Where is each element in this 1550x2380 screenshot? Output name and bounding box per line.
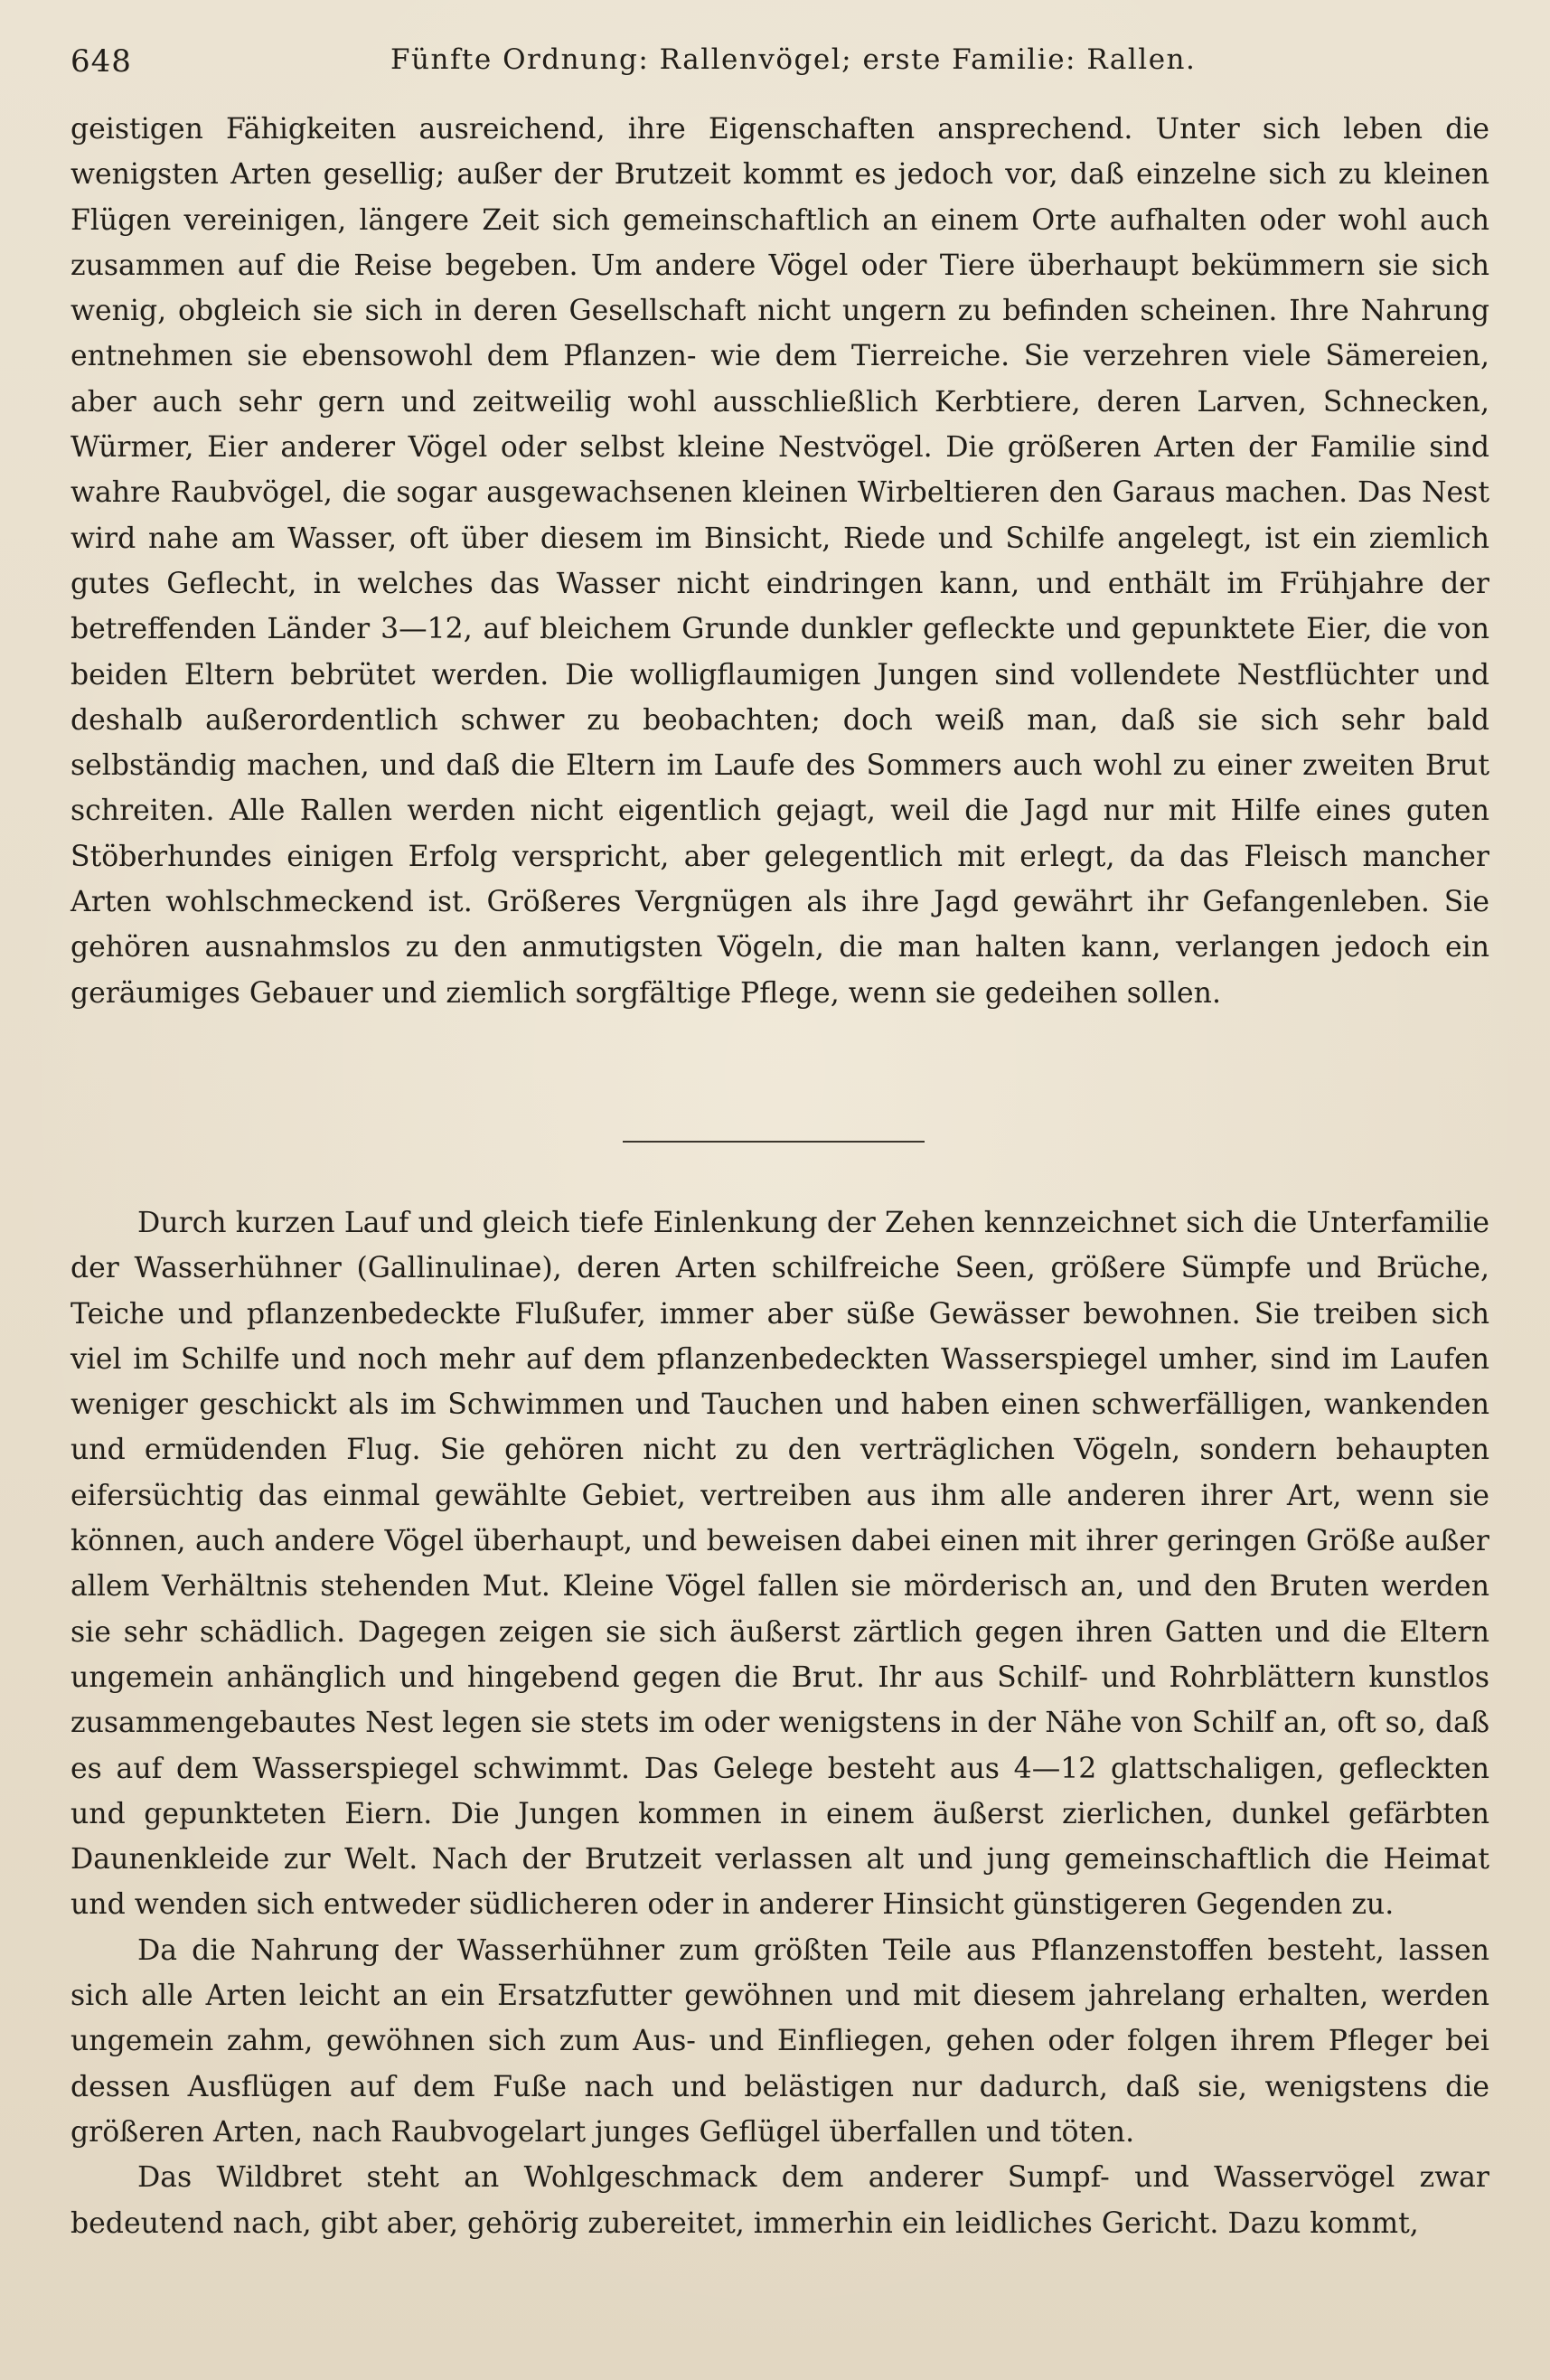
page-number: 648 xyxy=(70,43,132,80)
section-divider xyxy=(623,1141,925,1143)
running-head: Fünfte Ordnung: Rallenvögel; erste Familie: Rallen. xyxy=(390,43,1197,76)
paragraph: Da die Nahrung der Wasserhühner zum größten Teile aus Pflanzenstoffen besteht, lassen sich alle Arten leicht an ein Ersatzfutter gewöhnen und mit diesem jahrelang erhalten, werden ungemein zahm, gewöhnen sich zum Aus- und Einfliegen, gehen oder folgen ihrem Pfleger bei dessen Ausflügen auf dem Fuße nach und belästigen nur dadurch, daß sie, wenigstens die größeren Arten, nach Raubvogelart junges Geflügel überfallen und töten. xyxy=(70,1933,1489,2149)
page-header xyxy=(70,36,1480,94)
paragraph: geistigen Fähigkeiten ausreichend, ihre Eigenschaften ansprechend. Unter sich leben die wenigsten Arten gesellig; außer der Brutzeit kommt es jedoch vor, daß einzelne sich zu kleinen Flügen vereinigen, längere Zeit sich gemeinschaftlich an einem Orte aufhalten oder wohl auch zusammen auf die Reise begeben. Um andere Vögel oder Tiere überhaupt bekümmern sie sich wenig, obgleich sie sich in deren Gesellschaft nicht ungern zu befinden scheinen. Ihre Nahrung entnehmen sie ebensowohl dem Pflanzen- wie dem Tierreiche. Sie verzehren viele Sämereien, aber auch sehr gern und zeitweilig wohl ausschließlich Kerbtiere, deren Larven, Schnecken, Würmer, Eier anderer Vögel oder selbst kleine Nestvögel. Die größeren Arten der Familie sind wahre Raubvögel, die sogar ausgewachsenen kleinen Wirbeltieren den Garaus machen. Das Nest wird nahe am Wasser, oft über diesem im Binsicht, Riede und Schilfe angelegt, ist ein ziemlich gutes Geflecht, in welches das Wasser nicht eindringen kann, und enthält im Frühjahre der betreffenden Länder 3—12, auf bleichem Grunde dunkler gefleckte und gepunktete Eier, die von beiden Eltern bebrütet werden. Die wolligflaumigen Jungen sind vollendete Nestflüchter und deshalb außerordentlich schwer zu beobachten; doch weiß man, daß sie sich sehr bald selbständig machen, und daß die Eltern im Laufe des Sommers auch wohl zu einer zweiten Brut schreiten. Alle Rallen werden nicht eigentlich gejagt, weil die Jagd nur mit Hilfe eines guten Stöberhundes einigen Erfolg verspricht, aber gelegentlich mit erlegt, da das Fleisch mancher Arten wohlschmeckend ist. Größeres Vergnügen als ihre Jagd gewährt ihr Gefangenleben. Sie gehören ausnahmslos zu den anmutigsten Vögeln, die man halten kann, verlangen jedoch ein geräumiges Gebauer und ziemlich sorgfältige Pflege, wenn sie gedeihen sollen. xyxy=(70,113,1489,1010)
text-block-wasserhuehner xyxy=(70,1200,1489,2246)
text-block-rallen xyxy=(70,107,1489,1016)
paragraph: Das Wildbret steht an Wohlgeschmack dem anderer Sumpf- und Wasservögel zwar bedeutend nach, gibt aber, gehörig zubereitet, immerhin ein leidliches Gericht. Dazu kommt, xyxy=(70,2161,1489,2240)
paragraph: Durch kurzen Lauf und gleich tiefe Einlenkung der Zehen kennzeichnet sich die Unterfamilie der Wasserhühner (Gallinulinae), deren Arten schilfreiche Seen, größere Sümpfe und Brüche, Teiche und pflanzenbedeckte Flußufer, immer aber süße Gewässer bewohnen. Sie treiben sich viel im Schilfe und noch mehr auf dem pflanzenbedeckten Wasserspiegel umher, sind im Laufen weniger geschickt als im Schwimmen und Tauchen und haben einen schwerfälligen, wankenden und ermüdenden Flug. Sie gehören nicht zu den verträglichen Vögeln, sondern behaupten eifersüchtig das einmal gewählte Gebiet, vertreiben aus ihm alle anderen ihrer Art, wenn sie können, auch andere Vögel überhaupt, und beweisen dabei einen mit ihrer geringen Größe außer allem Verhältnis stehenden Mut. Kleine Vögel fallen sie mörderisch an, und den Bruten werden sie sehr schädlich. Dagegen zeigen sie sich äußerst zärtlich gegen ihren Gatten und die Eltern ungemein anhänglich und hingebend gegen die Brut. Ihr aus Schilf- und Rohrblättern kunstlos zusammengebautes Nest legen sie stets im oder wenigstens in der Nähe von Schilf an, oft so, daß es auf dem Wasserspiegel schwimmt. Das Gelege besteht aus 4—12 glattschaligen, gefleckten und gepunkteten Eiern. Die Jungen kommen in einem äußerst zierlichen, dunkel gefärbten Daunenkleide zur Welt. Nach der Brutzeit verlassen alt und jung gemeinschaftlich die Heimat und wenden sich entweder südlicheren oder in anderer Hinsicht günstigeren Gegenden zu. xyxy=(70,1207,1489,1922)
